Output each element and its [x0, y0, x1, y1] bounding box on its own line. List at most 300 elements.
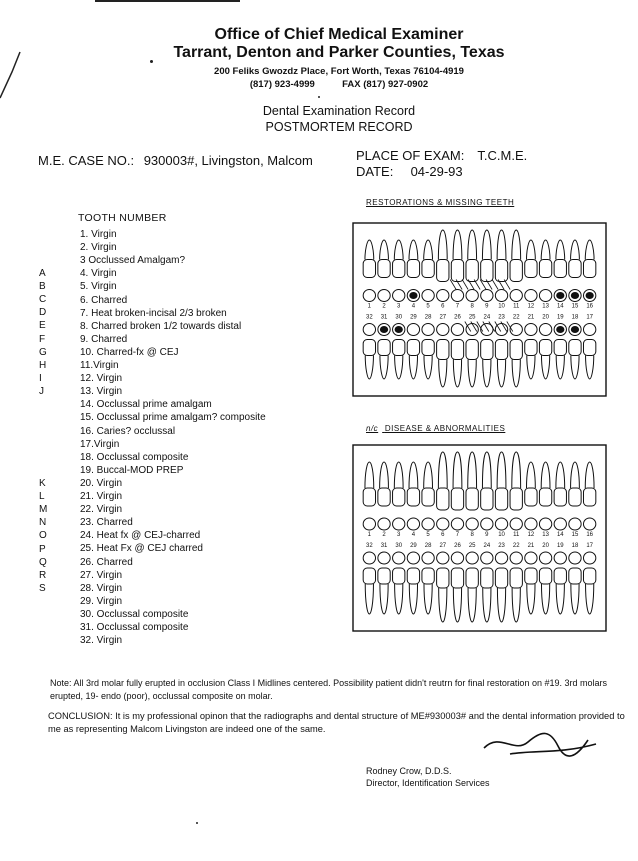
upper-occlusal-surface — [569, 518, 581, 530]
lower-tooth-crown — [393, 568, 405, 584]
speck — [318, 96, 320, 98]
tooth-entry: 4. Virgin — [80, 268, 117, 280]
upper-tooth-crown — [451, 260, 463, 282]
tooth-letter: Q — [39, 556, 47, 568]
upper-tooth-number: 5 — [426, 532, 430, 538]
lower-tooth-root — [439, 360, 447, 388]
lower-tooth-root — [527, 356, 535, 380]
hatch-line — [501, 322, 507, 332]
upper-tooth-crown — [510, 260, 522, 282]
upper-tooth-crown — [583, 260, 595, 278]
upper-occlusal-surface — [422, 290, 434, 302]
lower-tooth-crown — [363, 340, 375, 356]
upper-tooth-number: 2 — [382, 532, 386, 538]
exam-date-row — [356, 164, 463, 179]
case-label: M.E. CASE NO.: — [38, 153, 135, 168]
upper-tooth-root — [482, 230, 491, 260]
upper-tooth-root — [497, 452, 506, 488]
upper-occlusal-surface — [525, 290, 537, 302]
lower-tooth-root — [571, 356, 579, 380]
lower-tooth-root — [380, 356, 388, 380]
lower-tooth-crown — [437, 568, 449, 588]
upper-tooth-number: 8 — [470, 303, 474, 310]
hatch-line — [471, 322, 477, 332]
upper-tooth-number: 1 — [367, 303, 372, 310]
restorations-chart-title: RESTORATIONS & MISSING TEETH — [366, 198, 515, 207]
tooth-letter: F — [39, 333, 46, 345]
lower-occlusal-surface — [539, 324, 551, 336]
upper-tooth-crown — [466, 488, 478, 510]
lower-tooth-crown — [525, 568, 537, 584]
upper-tooth-number: 13 — [542, 532, 549, 538]
tooth-entry: 24. Heat fx @ CEJ-charred — [80, 530, 201, 542]
upper-occlusal-surface — [378, 518, 390, 530]
lower-tooth-crown — [451, 568, 463, 588]
conclusion-text: CONCLUSION: It is my professional opinon that the radiographs and dental structure of ME#930003# and the dental information provided to me as representing Malcom Livingston are indeed one of the same. — [48, 711, 625, 734]
lower-tooth-root — [468, 360, 476, 388]
upper-occlusal-surface — [437, 518, 449, 530]
lower-tooth-number: 29 — [410, 543, 417, 549]
upper-tooth-number: 3 — [397, 532, 401, 538]
tooth-entry: 20. Virgin — [80, 477, 123, 489]
note-text: Note: All 3rd molar fully erupted in occlusion Class I Midlines centered. Possibility patient didn't reutrn for final restoration on #19. 3rd molars erupted, 19- endo (poor), occlussal composite on molar. — [50, 678, 607, 701]
upper-tooth-root — [453, 230, 462, 260]
lower-tooth-number: 30 — [395, 543, 403, 549]
lower-tooth-number: 22 — [512, 314, 520, 321]
lower-occlusal-surface — [554, 552, 566, 564]
upper-tooth-number: 9 — [485, 532, 489, 538]
tooth-entry: 31. Occlussal composite — [80, 622, 189, 633]
lower-tooth-number: 25 — [468, 543, 476, 549]
upper-tooth-number: 14 — [556, 532, 564, 538]
tooth-entry: 26. Charred — [80, 556, 133, 568]
lower-occlusal-surface — [481, 552, 493, 564]
lower-occlusal-surface — [466, 324, 478, 336]
lower-tooth-root — [541, 356, 549, 380]
upper-tooth-root — [438, 452, 447, 488]
lower-occlusal-surface — [451, 324, 463, 336]
upper-tooth-root — [365, 462, 374, 488]
upper-tooth-number: 12 — [527, 303, 535, 310]
upper-tooth-crown — [437, 260, 449, 282]
lower-tooth-number: 26 — [454, 543, 461, 549]
counties-title: Tarrant, Denton and Parker Counties, Texas — [173, 44, 505, 61]
lower-tooth-crown — [583, 568, 595, 584]
tooth-entry: 7. Heat broken-incisal 2/3 broken — [80, 307, 227, 319]
lower-tooth-crown — [495, 340, 507, 360]
hatch-line — [504, 280, 510, 290]
tooth-letter: G — [39, 346, 47, 358]
lower-tooth-crown — [583, 340, 595, 356]
upper-tooth-number: 7 — [455, 532, 460, 538]
lower-tooth-crown — [569, 568, 581, 584]
tooth-entry: 15. Occlussal prime amalgam? composite — [80, 412, 266, 424]
contact-line — [20, 79, 638, 90]
upper-tooth-number: 15 — [571, 303, 579, 310]
lower-tooth-number: 20 — [542, 543, 549, 549]
upper-tooth-root — [394, 462, 403, 488]
upper-occlusal-surface — [510, 518, 522, 530]
upper-occlusal-surface — [363, 290, 375, 302]
lower-occlusal-surface — [539, 552, 551, 564]
upper-tooth-crown — [393, 260, 405, 278]
lower-tooth-root — [395, 584, 403, 614]
lower-occlusal-surface — [583, 552, 595, 564]
tooth-letter: D — [39, 307, 47, 319]
tooth-letter: S — [39, 582, 46, 594]
upper-tooth-number: 1 — [367, 532, 372, 538]
case-value: 930003#, Livingston, Malcom — [143, 153, 313, 168]
upper-tooth-crown — [495, 260, 507, 282]
upper-tooth-number: 6 — [441, 532, 445, 538]
tooth-letter: A — [39, 268, 46, 279]
lower-occlusal-surface — [569, 552, 581, 564]
disease-dental-chart — [352, 444, 607, 632]
lower-occlusal-surface — [378, 552, 390, 564]
tooth-letter: B — [39, 281, 46, 293]
tooth-letter: I — [39, 372, 42, 384]
upper-tooth-crown — [363, 260, 375, 278]
upper-occlusal-surface — [495, 290, 507, 302]
lower-tooth-root — [439, 588, 447, 622]
record-subtitle: POSTMORTEM RECORD — [265, 120, 413, 134]
restoration-mark — [380, 326, 388, 333]
upper-tooth-number: 4 — [411, 532, 416, 538]
restoration-mark — [556, 292, 564, 299]
upper-occlusal-surface — [437, 290, 449, 302]
lower-tooth-root — [586, 356, 594, 380]
upper-tooth-root — [497, 230, 506, 260]
lower-tooth-root — [497, 360, 505, 388]
lower-tooth-number: 20 — [542, 314, 549, 321]
tooth-letter: J — [39, 385, 44, 397]
disease-title: DISEASE & ABNORMALITIES — [384, 424, 506, 433]
upper-tooth-root — [394, 240, 403, 260]
upper-tooth-crown — [451, 488, 463, 510]
upper-tooth-number: 15 — [571, 532, 579, 538]
tooth-letter: H — [39, 359, 47, 371]
tooth-entry: 3 Occlussed Amalgam? — [80, 255, 186, 267]
upper-tooth-number: 13 — [542, 303, 549, 310]
lower-tooth-crown — [539, 340, 551, 356]
lower-tooth-root — [512, 588, 520, 622]
lower-tooth-number: 17 — [586, 543, 593, 549]
tooth-entry: 1. Virgin — [80, 229, 117, 240]
upper-tooth-crown — [554, 488, 566, 506]
lower-tooth-root — [586, 584, 594, 614]
lower-tooth-number: 27 — [439, 543, 447, 549]
upper-occlusal-surface — [525, 518, 537, 530]
lower-tooth-root — [365, 584, 373, 614]
lower-occlusal-surface — [525, 552, 537, 564]
upper-tooth-number: 12 — [527, 532, 535, 538]
upper-occlusal-surface — [407, 518, 419, 530]
tooth-letter: K — [39, 478, 46, 489]
lower-tooth-root — [380, 584, 388, 614]
upper-tooth-root — [571, 240, 580, 260]
upper-tooth-crown — [569, 488, 581, 506]
lower-tooth-root — [556, 356, 564, 380]
upper-occlusal-surface — [495, 518, 507, 530]
upper-occlusal-surface — [393, 290, 405, 302]
fax-number: FAX (817) 927-0902 — [342, 79, 429, 90]
upper-occlusal-surface — [481, 518, 493, 530]
upper-tooth-root — [468, 452, 477, 488]
lower-occlusal-surface — [422, 324, 434, 336]
date-label: DATE: — [356, 164, 394, 179]
upper-tooth-crown — [583, 488, 595, 506]
lower-tooth-crown — [554, 568, 566, 584]
upper-tooth-number: 8 — [470, 532, 474, 538]
upper-tooth-crown — [539, 260, 551, 278]
office-address: 200 Feliks Gwozdz Place, Fort Worth, Texas 76104-4919 — [214, 66, 464, 77]
lower-occlusal-surface — [407, 324, 419, 336]
lower-tooth-root — [365, 356, 373, 380]
lower-occlusal-surface — [451, 552, 463, 564]
tooth-entry: 22. Virgin — [80, 504, 123, 516]
upper-tooth-crown — [407, 260, 419, 278]
lower-tooth-crown — [422, 340, 434, 356]
lower-occlusal-surface — [407, 552, 419, 564]
tooth-entry: 25. Heat Fx @ CEJ charred — [80, 543, 203, 555]
lower-tooth-root — [483, 360, 491, 388]
upper-tooth-crown — [569, 260, 581, 278]
upper-occlusal-surface — [583, 518, 595, 530]
upper-occlusal-surface — [539, 290, 551, 302]
tooth-entry: 11.Virgin — [80, 360, 119, 371]
lower-tooth-root — [512, 360, 520, 388]
upper-tooth-crown — [422, 488, 434, 506]
upper-tooth-root — [556, 240, 565, 260]
upper-tooth-root — [365, 240, 374, 260]
upper-tooth-root — [438, 230, 447, 260]
lower-occlusal-surface — [363, 552, 375, 564]
lower-tooth-crown — [437, 340, 449, 360]
upper-tooth-number: 6 — [441, 303, 445, 310]
lower-tooth-number: 23 — [498, 314, 505, 321]
lower-tooth-crown — [407, 568, 419, 584]
tooth-entry: 29. Virgin — [80, 595, 123, 607]
lower-tooth-number: 32 — [366, 314, 373, 321]
lower-tooth-root — [483, 588, 491, 622]
lower-tooth-crown — [466, 340, 478, 360]
upper-tooth-number: 11 — [513, 303, 520, 310]
tooth-entry: 14. Occlussal prime amalgam — [80, 399, 212, 411]
office-title: Office of Chief Medical Examiner — [214, 26, 464, 43]
upper-tooth-crown — [525, 488, 537, 506]
upper-tooth-number: 4 — [411, 303, 416, 310]
lower-tooth-number: 28 — [424, 543, 432, 549]
upper-tooth-root — [468, 230, 477, 260]
upper-tooth-crown — [510, 488, 522, 510]
upper-tooth-root — [409, 240, 418, 260]
upper-tooth-root — [380, 462, 389, 488]
upper-tooth-number: 10 — [498, 303, 505, 310]
lower-tooth-root — [453, 360, 461, 388]
lower-tooth-root — [527, 584, 535, 614]
upper-tooth-number: 3 — [397, 303, 401, 310]
restoration-mark — [395, 326, 403, 333]
upper-tooth-root — [424, 462, 433, 488]
lower-tooth-crown — [495, 568, 507, 588]
lower-tooth-crown — [554, 340, 566, 356]
tooth-letter: N — [39, 517, 47, 529]
lower-tooth-crown — [407, 340, 419, 356]
upper-tooth-crown — [495, 488, 507, 510]
restoration-mark — [571, 326, 579, 333]
lower-tooth-crown — [422, 568, 434, 584]
lower-occlusal-surface — [422, 552, 434, 564]
lower-tooth-number: 25 — [468, 314, 476, 321]
upper-tooth-root — [585, 240, 594, 260]
place-label: PLACE OF EXAM: — [356, 148, 465, 163]
tooth-entry: 12. Virgin — [80, 373, 123, 385]
lower-tooth-number: 32 — [366, 543, 373, 549]
signer-name: Rodney Crow, D.D.S. — [366, 766, 452, 776]
lower-tooth-number: 18 — [571, 543, 579, 549]
chart-frame — [353, 445, 606, 631]
upper-tooth-crown — [422, 260, 434, 278]
upper-occlusal-surface — [539, 518, 551, 530]
lower-tooth-number: 30 — [395, 314, 403, 321]
tooth-entry: 17.Virgin — [80, 438, 120, 450]
lower-tooth-crown — [466, 568, 478, 588]
signer-title: Director, Identification Services — [366, 778, 490, 788]
tooth-entry: 30. Occlussal composite — [80, 608, 189, 620]
lower-tooth-root — [424, 356, 432, 380]
lower-tooth-root — [556, 584, 564, 614]
tooth-entry: 2. Virgin — [80, 242, 117, 254]
hatch-line — [489, 322, 495, 332]
lower-tooth-root — [571, 584, 579, 614]
lower-occlusal-surface — [363, 324, 375, 336]
place-of-exam-row — [356, 148, 527, 163]
lower-tooth-number: 26 — [454, 314, 461, 321]
tooth-entry: 21. Virgin — [80, 491, 123, 502]
lower-tooth-number: 21 — [527, 314, 535, 321]
lower-occlusal-surface — [525, 324, 537, 336]
speck — [196, 822, 198, 824]
tooth-entry: 19. Buccal-MOD PREP — [80, 464, 184, 476]
upper-occlusal-surface — [466, 290, 478, 302]
lower-tooth-root — [409, 584, 417, 614]
case-number-row — [38, 153, 313, 168]
lower-tooth-root — [468, 588, 476, 622]
lower-tooth-crown — [481, 340, 493, 360]
hatch-line — [483, 322, 489, 332]
top-border-line — [95, 0, 240, 2]
lower-tooth-crown — [510, 340, 522, 360]
upper-tooth-crown — [481, 260, 493, 282]
upper-tooth-crown — [378, 488, 390, 506]
upper-tooth-number: 16 — [586, 532, 593, 538]
upper-occlusal-surface — [422, 518, 434, 530]
upper-tooth-crown — [437, 488, 449, 510]
tooth-letter: P — [39, 543, 46, 555]
tooth-letter: R — [39, 569, 47, 581]
lower-tooth-root — [424, 584, 432, 614]
lower-occlusal-surface — [393, 552, 405, 564]
place-value: T.C.M.E. — [477, 148, 528, 163]
tooth-entry: 16. Caries? occlussal — [80, 425, 176, 437]
tooth-entry: 6. Charred — [80, 294, 128, 306]
lower-occlusal-surface — [466, 552, 478, 564]
upper-tooth-crown — [481, 488, 493, 510]
lower-tooth-number: 31 — [380, 314, 388, 321]
upper-occlusal-surface — [378, 290, 390, 302]
lower-tooth-root — [409, 356, 417, 380]
restoration-mark — [586, 292, 594, 299]
upper-tooth-number: 10 — [498, 532, 505, 538]
lower-tooth-number: 19 — [556, 314, 564, 321]
upper-tooth-number: 5 — [426, 303, 430, 310]
upper-tooth-root — [409, 462, 418, 488]
lower-tooth-number: 21 — [527, 543, 535, 549]
tooth-entry: 18. Occlussal composite — [80, 451, 189, 463]
restoration-mark — [556, 326, 564, 333]
lower-tooth-crown — [363, 568, 375, 584]
lower-tooth-number: 29 — [410, 314, 417, 321]
date-value: 04-29-93 — [410, 164, 463, 179]
lower-tooth-number: 23 — [498, 543, 505, 549]
upper-occlusal-surface — [481, 290, 493, 302]
upper-tooth-root — [380, 240, 389, 260]
upper-tooth-number: 11 — [513, 532, 520, 538]
lower-tooth-crown — [393, 340, 405, 356]
upper-tooth-crown — [539, 488, 551, 506]
lower-occlusal-surface — [583, 324, 595, 336]
tooth-letter: O — [39, 530, 47, 542]
tooth-entry: 5. Virgin — [80, 281, 117, 293]
upper-occlusal-surface — [363, 518, 375, 530]
upper-tooth-root — [512, 230, 521, 260]
lower-tooth-crown — [481, 568, 493, 588]
lower-occlusal-surface — [510, 552, 522, 564]
upper-tooth-number: 14 — [556, 303, 564, 310]
upper-tooth-crown — [525, 260, 537, 278]
upper-tooth-root — [541, 240, 550, 260]
lower-tooth-root — [541, 584, 549, 614]
chart-frame — [353, 223, 606, 396]
lower-tooth-number: 22 — [512, 543, 520, 549]
lower-tooth-number: 24 — [483, 543, 491, 549]
tooth-entry: 28. Virgin — [80, 582, 123, 594]
lower-occlusal-surface — [437, 552, 449, 564]
tooth-entry: 32. Virgin — [80, 635, 123, 647]
lower-tooth-root — [395, 356, 403, 380]
lower-tooth-crown — [378, 568, 390, 584]
tooth-entry: 27. Virgin — [80, 569, 123, 581]
upper-tooth-crown — [407, 488, 419, 506]
upper-occlusal-surface — [393, 518, 405, 530]
tooth-entry: 10. Charred-fx @ CEJ — [80, 346, 179, 358]
tooth-letter: M — [39, 504, 48, 516]
upper-tooth-crown — [378, 260, 390, 278]
disease-chart-title — [366, 424, 505, 433]
lower-tooth-crown — [569, 340, 581, 356]
upper-tooth-root — [571, 462, 580, 488]
upper-occlusal-surface — [466, 518, 478, 530]
corner-mark-icon — [0, 50, 22, 100]
upper-tooth-crown — [393, 488, 405, 506]
phone-number: (817) 923-4999 — [249, 79, 315, 90]
upper-tooth-number: 7 — [455, 303, 460, 310]
upper-tooth-number: 9 — [485, 303, 489, 310]
tooth-letter: C — [39, 294, 47, 306]
tooth-entry: 9. Charred — [80, 333, 128, 345]
upper-tooth-root — [482, 452, 491, 488]
restoration-mark — [571, 292, 579, 299]
